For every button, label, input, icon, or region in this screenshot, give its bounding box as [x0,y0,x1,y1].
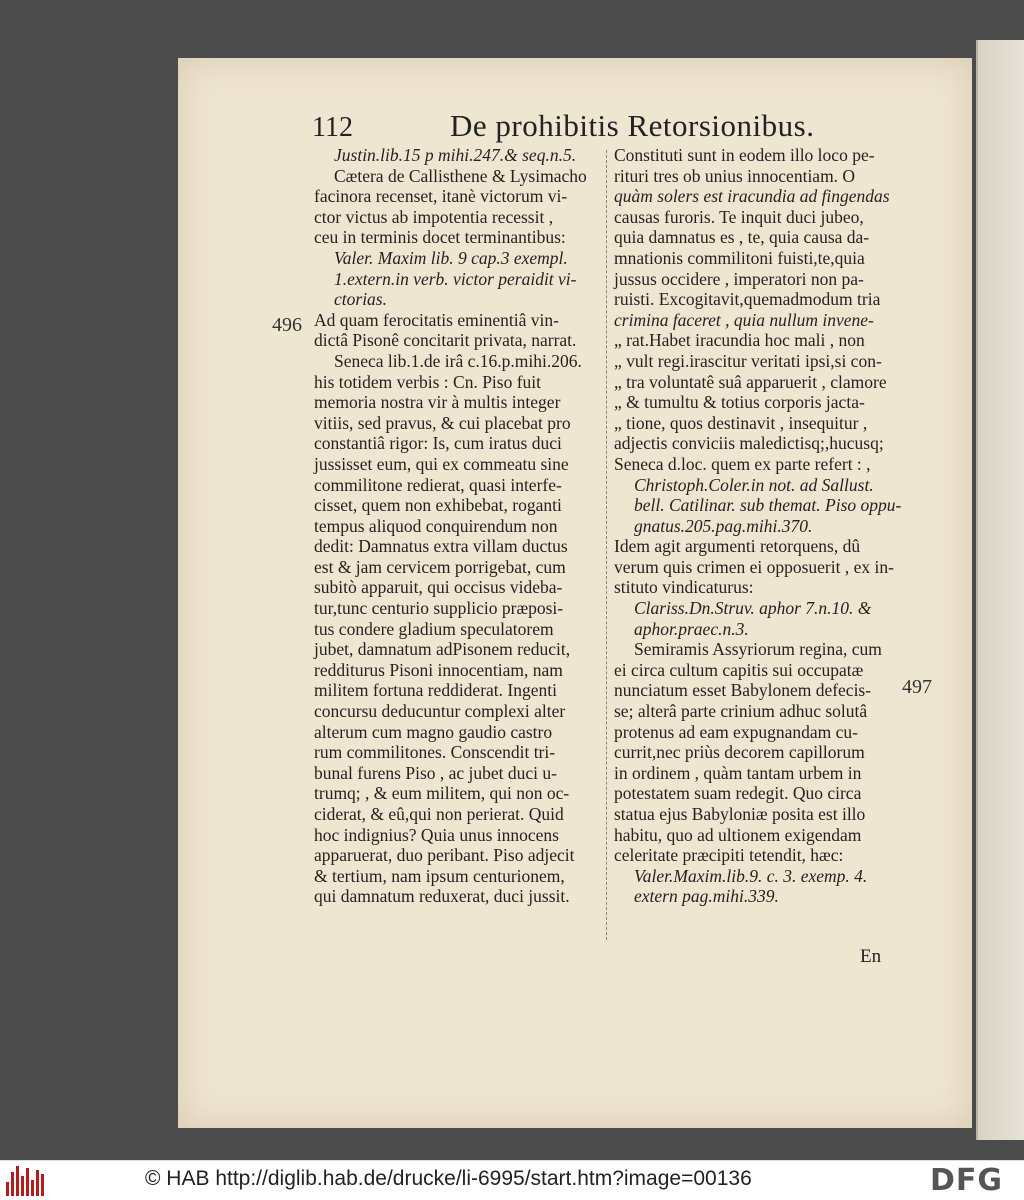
text-line: subitò apparuit, qui occisus videba- [314,577,563,598]
text-line: Clariss.Dn.Struv. aphor 7.n.10. & [634,598,872,619]
text-line: quia damnatus es , te, quia causa da- [614,227,870,248]
text-line: ctor victus ab impotentia recessit , [314,206,554,227]
text-line: hoc indignius? Quia unus innocens [314,824,559,845]
text-line: nunciatum esset Babylonem defecis- [614,680,872,701]
text-line: bunal furens Piso , ac jubet duci u- [314,762,558,783]
text-line: „ & tumultu & totius corporis jacta- [614,392,865,413]
text-line: constantiâ rigor: Is, cum iratus duci [314,433,562,454]
text-line: stituto vindicaturus: [614,577,754,598]
text-line: tur,tunc centurio supplicio præposi- [314,598,564,619]
left-column [314,145,606,907]
text-line: dictâ Pisonê concitarit privata, narrat. [314,330,577,351]
right-column [614,145,900,907]
column-divider [606,150,608,940]
text-line: qui damnatum reduxerat, duci jussit. [314,886,570,907]
text-line: Christoph.Coler.in not. ad Sallust. [634,474,874,495]
text-line: militem fortuna reddiderat. Ingenti [314,680,557,701]
text-line: Cætera de Callisthene & Lysimacho [334,165,587,186]
text-line: Constituti sunt in eodem illo loco pe- [614,145,875,165]
text-line: „ rat.Habet iracundia hoc mali , non [614,330,865,351]
text-line: potestatem suam redegit. Quo circa [614,783,862,804]
text-line: in ordinem , quàm tantam urbem in [614,762,862,783]
footer-bar [0,1160,1024,1200]
text-line: ei circa cultum capitis sui occupatæ [614,659,864,680]
text-line: habitu, quo ad ultionem exigendam [614,824,862,845]
text-line: commilitone redierat, quasi interfe- [314,474,562,495]
text-line: 1.extern.in verb. victor peraidit vi- [334,268,577,289]
text-line: aphor.praec.n.3. [634,618,749,639]
text-line: extern pag.mihi.339. [634,886,779,907]
text-line: memoria nostra vir à multis integer [314,392,561,413]
text-line: apparuerat, duo peribant. Piso adjecit [314,845,575,866]
text-line: ciderat, & eû,qui non perierat. Quid [314,804,564,824]
text-line: gnatus.205.pag.mihi.370. [634,515,813,536]
text-line: trumq; , & eum militem, qui non oc- [314,783,570,804]
text-line: quàm solers est iracundia ad fingendas [614,186,890,207]
text-line: Valer. Maxim lib. 9 cap.3 exempl. [334,247,568,268]
text-line: rituri tres ob unius innocentiam. O [614,165,856,186]
text-line: ceu in terminis docet terminantibus: [314,227,566,248]
text-line: causas furoris. Te inquit duci jubeo, [614,206,864,227]
hab-logo-icon[interactable] [6,1164,46,1196]
page-number: 112 [312,112,353,143]
text-line: alterum cum magno gaudio castro [314,721,553,742]
dfg-logo[interactable]: DFG [930,1163,1004,1198]
text-line: ruisti. Excogitavit,quemadmodum tria [614,289,881,310]
text-line: cisset, quem non exhibebat, roganti [314,495,562,516]
text-line: „ vult regi.irascitur veritati ipsi,si con- [614,350,882,371]
text-line: Semiramis Assyriorum regina, cum [634,639,882,660]
text-line: crimina faceret , quia nullum invene- [614,309,874,330]
text-line: jussisset eum, qui ex commeatu sine [314,453,569,474]
text-line: protenus ad eam expugnandam cu- [614,721,858,742]
catchword: En [860,946,882,967]
text-line: verum quis crimen ei opposuerit , ex in- [614,556,894,577]
text-line: concursu deducuntur complexi alter [314,701,566,722]
text-line: facinora recenset, itanè victorum vi- [314,186,568,207]
adjacent-page-edge [976,40,1024,1140]
text-line: se; alterâ parte crinium adhuc solutâ [614,701,868,722]
text-line: & tertium, nam ipsum centurionem, [314,865,565,886]
text-line: Valer.Maxim.lib.9. c. 3. exemp. 4. [634,865,868,886]
page-title: De prohibitis Retorsionibus. [450,108,815,143]
text-line: adjectis conviciis maledictisq;,hucusq; [614,433,884,454]
margin-number-right: 497 [902,676,932,698]
text-line: celeritate præcipiti tetendit, hæc: [614,845,844,866]
text-line: tempus aliquod conquirendum non [314,515,558,536]
text-line: Seneca d.loc. quem ex parte refert : , [614,453,871,474]
text-line: statua ejus Babyloniæ posita est illo [614,804,866,824]
copyright-link[interactable]: © HAB http://diglib.hab.de/drucke/li-6995/start.htm?image=00136 [145,1167,752,1190]
text-line: jubet, damnatum adPisonem reducit, [314,639,571,660]
text-line: ctorias. [334,289,387,310]
text-line: est & jam cervicem porrigebat, cum [314,556,566,577]
text-line: Idem agit argumenti retorquens, dû [614,536,861,557]
text-line: Ad quam ferocitatis eminentiâ vin- [314,309,559,330]
text-line: rum commilitones. Conscendit tri- [314,742,556,763]
text-line: mnationis commilitoni fuisti,te,quia [614,247,865,268]
text-line: jussus occidere , imperatori non pa- [614,268,864,289]
text-line: redditurus Pisoni innocentiam, nam [314,659,563,680]
margin-number-left: 496 [272,314,302,336]
text-line: bell. Catilinar. sub themat. Piso oppu- [634,495,902,516]
text-line: his totidem verbis : Cn. Piso fuit [314,371,542,392]
text-line: Justin.lib.15 p mihi.247.& seq.n.5. [334,145,577,165]
text-line: vitiis, sed pravus, & cui placebat pro [314,412,571,433]
text-line: Seneca lib.1.de irâ c.16.p.mihi.206. [334,350,582,371]
text-line: currit,nec priùs decorem capillorum [614,742,865,763]
text-line: tus condere gladium speculatorem [314,618,554,639]
text-line: „ tra voluntatê suâ apparuerit , clamore [614,371,887,392]
text-line: „ tione, quos destinavit , insequitur , [614,412,868,433]
text-line: dedit: Damnatus extra villam ductus [314,536,568,557]
